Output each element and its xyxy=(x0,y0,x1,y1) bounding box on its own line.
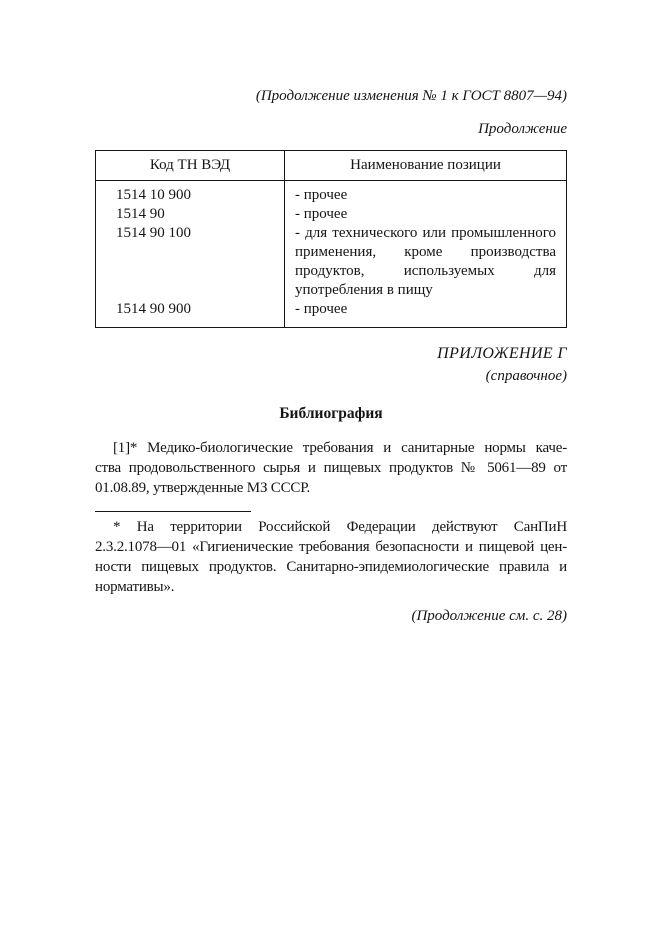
tnved-table-head xyxy=(96,151,567,181)
text-line: нормативы». xyxy=(95,579,175,595)
position-cell: - прочее xyxy=(295,301,348,317)
continuation-header: (Продолжение изменения № 1 к ГОСТ 8807—94) xyxy=(255,88,567,104)
column-header-position: Наименование позиции xyxy=(285,151,567,181)
position-cell: - прочее xyxy=(295,206,348,222)
text-line: 01.08.89, утвержденные МЗ СССР. xyxy=(95,480,311,496)
bibliography-entry xyxy=(95,438,567,498)
code-cell: 1514 90 100 xyxy=(96,224,285,300)
table-row xyxy=(96,205,567,224)
text-line: 2.3.2.1078—01 «Гигиенические требования безопасности и пищевой цен- xyxy=(95,539,567,555)
table-row xyxy=(96,224,567,300)
appendix-title: ПРИЛОЖЕНИЕ Г xyxy=(437,345,567,362)
code-cell: 1514 90 900 xyxy=(96,300,285,328)
continuation-footer: (Продолжение см. с. 28) xyxy=(411,608,567,624)
table-row xyxy=(96,181,567,206)
code-cell: 1514 90 xyxy=(96,205,285,224)
section-title: Библиография xyxy=(279,405,383,422)
text-line: [1]* Медико-биологические требования и санитарные нормы каче- xyxy=(113,440,567,456)
tnved-table-body xyxy=(96,181,567,328)
position-cell: - для технического или промышленного применения, кроме производства продуктов, используемых для употребления в пищу xyxy=(295,225,556,298)
table-header-row xyxy=(96,151,567,181)
footnote xyxy=(95,517,567,597)
text-line: ства продовольственного сырья и пищевых продуктов № 5061—89 от xyxy=(95,460,567,476)
column-header-code: Код ТН ВЭД xyxy=(96,151,285,181)
appendix-subtitle: (справочное) xyxy=(485,368,567,384)
tnved-table xyxy=(95,150,567,328)
table-row xyxy=(96,300,567,328)
footnote-divider xyxy=(95,511,251,512)
text-line: ности пищевых продуктов. Санитарно-эпидемиологические правила и xyxy=(95,559,567,575)
continuation-label: Продолжение xyxy=(478,121,567,137)
text-line: * На территории Российской Федерации действуют СанПиН xyxy=(113,519,567,535)
code-cell: 1514 10 900 xyxy=(96,181,285,206)
position-cell: - прочее xyxy=(295,187,348,203)
